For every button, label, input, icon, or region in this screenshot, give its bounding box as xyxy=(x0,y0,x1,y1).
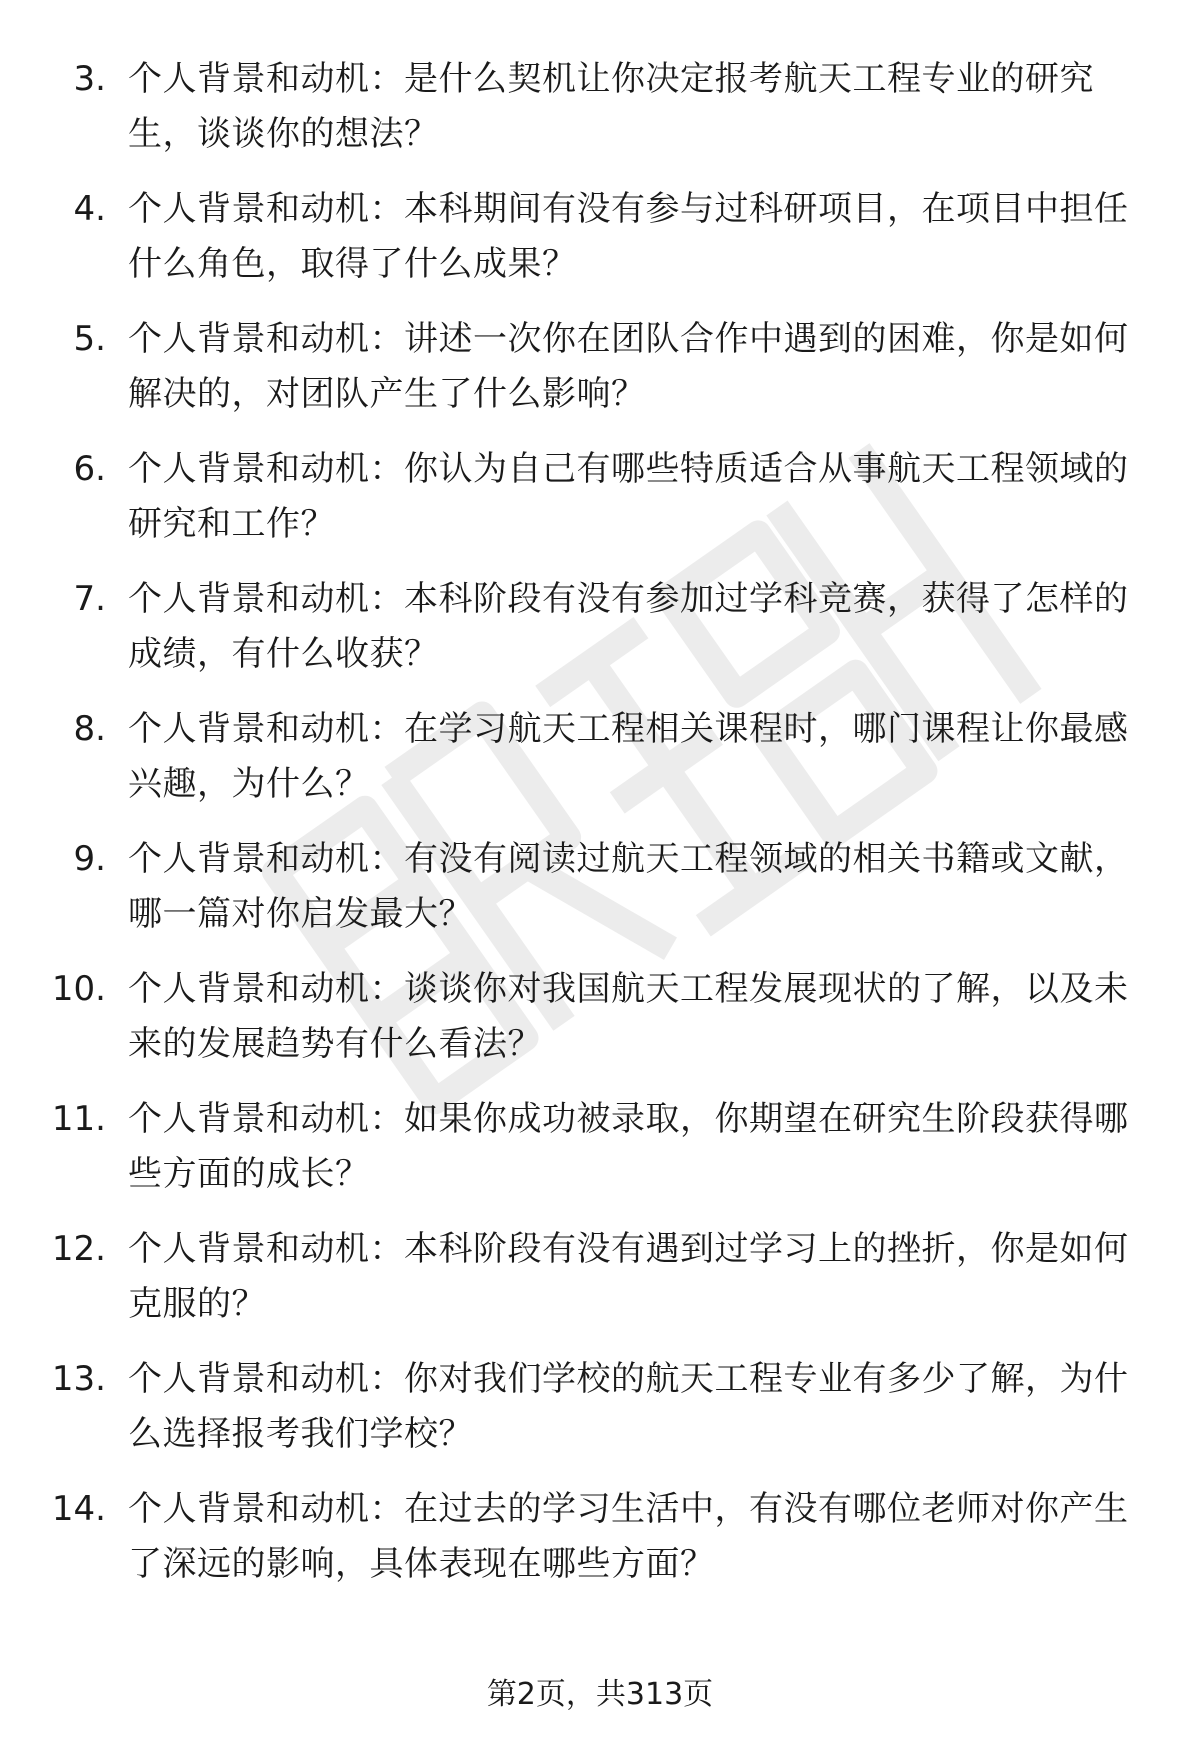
question-item xyxy=(0,182,1200,312)
question-number: 14. xyxy=(51,1489,106,1529)
question-item xyxy=(0,702,1200,832)
question-text: 个人背景和动机：本科期间有没有参与过科研项目，在项目中担任什么角色，取得了什么成果？ xyxy=(128,189,1129,284)
question-number: 5. xyxy=(73,319,106,359)
question-text: 个人背景和动机：谈谈你对我国航天工程发展现状的了解，以及未来的发展趋势有什么看法？ xyxy=(128,969,1129,1064)
question-item xyxy=(0,1482,1200,1612)
question-number: 3. xyxy=(73,59,106,99)
question-item xyxy=(0,442,1200,572)
question-number: 13. xyxy=(51,1359,106,1399)
page-footer: 第2页，共313页 xyxy=(486,1677,714,1712)
question-text: 个人背景和动机：如果你成功被录取，你期望在研究生阶段获得哪些方面的成长？ xyxy=(128,1099,1129,1194)
question-list xyxy=(0,52,1200,1612)
question-text: 个人背景和动机：有没有阅读过航天工程领域的相关书籍或文献，哪一篇对你启发最大？ xyxy=(128,839,1129,934)
question-item xyxy=(0,1352,1200,1482)
question-item xyxy=(0,312,1200,442)
question-item xyxy=(0,572,1200,702)
question-item xyxy=(0,832,1200,962)
question-number: 9. xyxy=(73,839,106,879)
question-number: 4. xyxy=(73,189,106,229)
question-number: 8. xyxy=(73,709,106,749)
question-item xyxy=(0,1092,1200,1222)
question-text: 个人背景和动机：本科阶段有没有参加过学科竞赛，获得了怎样的成绩，有什么收获？ xyxy=(128,579,1129,674)
question-number: 6. xyxy=(73,449,106,489)
question-text: 个人背景和动机：你对我们学校的航天工程专业有多少了解，为什么选择报考我们学校？ xyxy=(128,1359,1129,1454)
question-text: 个人背景和动机：在过去的学习生活中，有没有哪位老师对你产生了深远的影响，具体表现在哪些方面？ xyxy=(128,1489,1129,1584)
question-text: 个人背景和动机：你认为自己有哪些特质适合从事航天工程领域的研究和工作？ xyxy=(128,449,1129,544)
question-item xyxy=(0,962,1200,1092)
question-text: 个人背景和动机：讲述一次你在团队合作中遇到的困难，你是如何解决的，对团队产生了什么影响？ xyxy=(128,319,1129,414)
question-number: 7. xyxy=(73,579,106,619)
question-number: 11. xyxy=(51,1099,106,1139)
question-item xyxy=(0,1222,1200,1352)
question-number: 10. xyxy=(51,969,106,1009)
question-item xyxy=(0,52,1200,182)
question-text: 个人背景和动机：在学习航天工程相关课程时，哪门课程让你最感兴趣，为什么？ xyxy=(128,709,1129,804)
question-text: 个人背景和动机：是什么契机让你决定报考航天工程专业的研究生，谈谈你的想法？ xyxy=(128,59,1094,154)
question-number: 12. xyxy=(51,1229,106,1269)
question-text: 个人背景和动机：本科阶段有没有遇到过学习上的挫折，你是如何克服的？ xyxy=(128,1229,1129,1324)
